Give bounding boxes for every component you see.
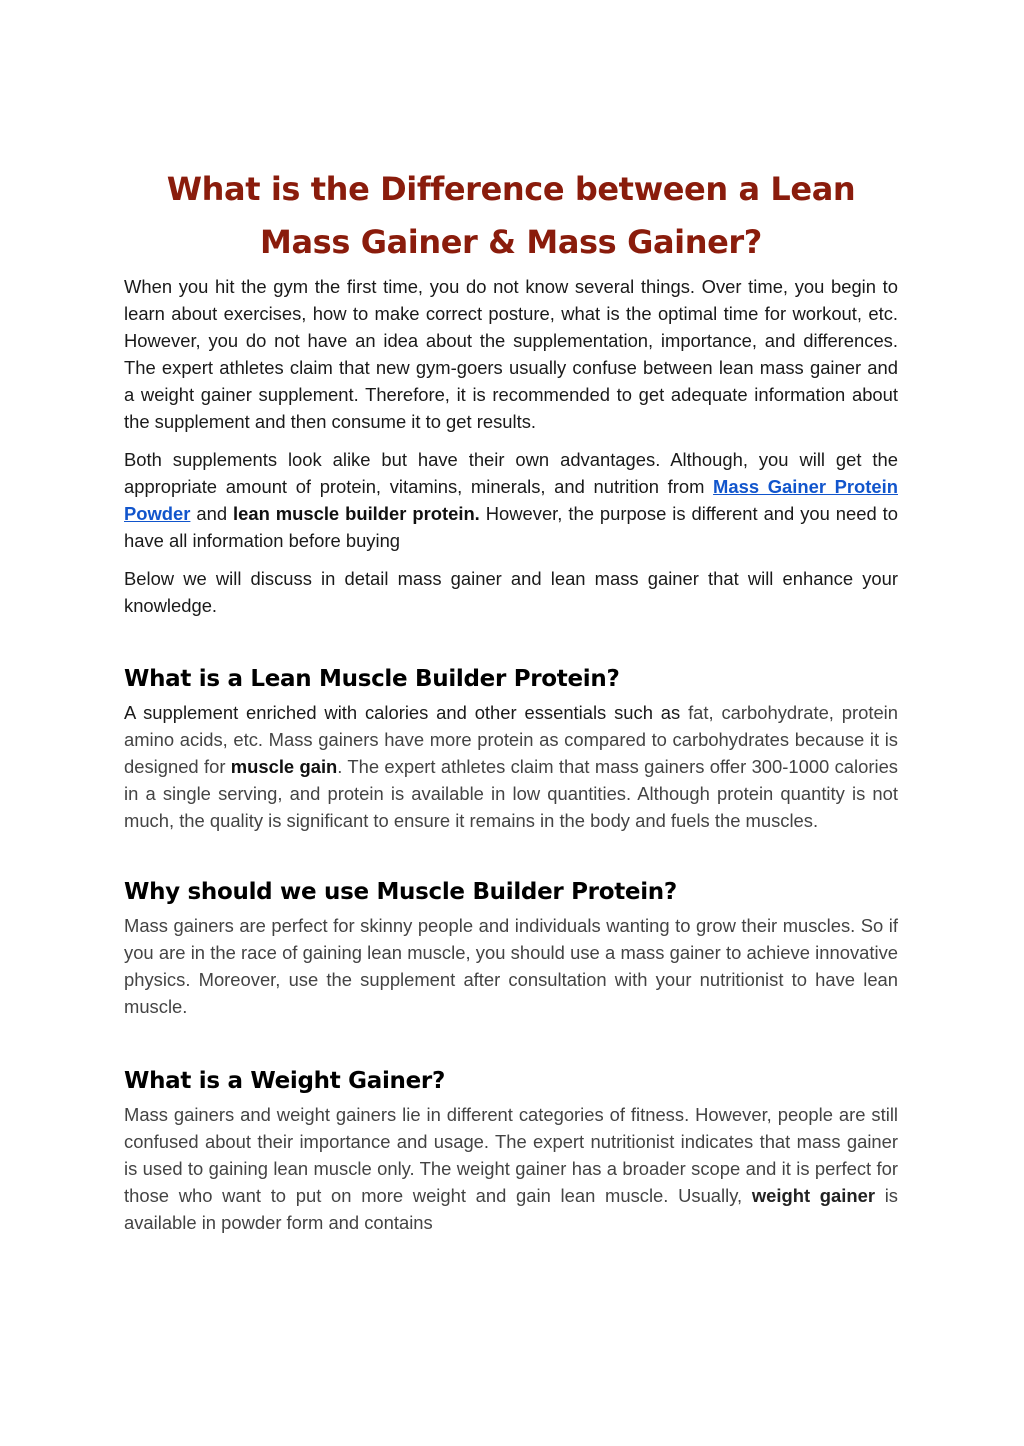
section1-text-start: fat, carbohydrate, protein amino acids, etc. Mass gainers have more protein as compared to carbohydrates because it is designed for (124, 702, 898, 777)
document-page (124, 163, 898, 1247)
intro-text-end: However, the purpose is different and you need to have all information before buying (124, 503, 899, 551)
mass-gainer-protein-powder-link[interactable]: Mass Gainer Protein Powder (124, 476, 898, 524)
section-weight-gainer-paragraph (124, 1101, 898, 1236)
section3-text-start: Mass gainers and weight gainers lie in different categories of fitness. However, people are still confused about their importance and usage. The expert nutritionist indicates that mass gainer is used to gaining lean muscle only. The weight gainer has a broader scope and it is perfect for those who want to put on more weight and gain lean muscle. Usually, (124, 1104, 898, 1206)
section-heading-lean-muscle: What is a Lean Muscle Builder Protein? (124, 666, 620, 692)
section-why-use-paragraph: Mass gainers are perfect for skinny people and individuals wanting to grow their muscles. So if you are in the race of gaining lean muscle, you should use a mass gainer to achieve innovative physics. Moreover, use the supplement after consultation with your nutritionist to have lean muscle. (124, 915, 898, 1017)
muscle-gain-bold: muscle gain (230, 756, 338, 777)
section-lean-muscle-paragraph (124, 699, 898, 834)
intro-paragraph-1: When you hit the gym the first time, you do not know several things. Over time, you begin to learn about exercises, how to make correct posture, what is the optimal time for workout, etc. However, you do not have an idea about the supplementation, importance, and differences. The expert athletes claim that new gym-goers usually confuse between lean mass gainer and a weight gainer supplement. Therefore, it is recommended to get adequate information about the supplement and then consume it to get results. (124, 276, 898, 432)
intro-paragraph-3: Below we will discuss in detail mass gainer and lean mass gainer that will enhance your knowledge. (124, 568, 898, 616)
section1-dark-text: A supplement enriched with calories and other essentials such as (124, 702, 681, 723)
section1-text-end: . The expert athletes claim that mass gainers offer 300-1000 calories in a single serving, and protein is available in low quantities. Although protein quantity is not much, the quality is significant to ensure it remains in the body and fuels the muscles. (124, 756, 898, 831)
lean-muscle-builder-bold: lean muscle builder protein. (233, 503, 480, 524)
section3-text-end: is available in powder form and contains (124, 1185, 898, 1233)
intro-text-start: Both supplements look alike but have their own advantages. Although, you will get the appropriate amount of protein, vitamins, minerals, and nutrition from (124, 449, 898, 497)
weight-gainer-bold: weight gainer (751, 1185, 875, 1206)
section-heading-weight-gainer: What is a Weight Gainer? (124, 1068, 445, 1094)
intro-paragraph-2 (124, 446, 898, 554)
page-title: What is the Difference between a Lean Mass Gainer & Mass Gainer? (166, 170, 856, 261)
section-heading-why-use: Why should we use Muscle Builder Protein? (124, 879, 677, 905)
intro-text-mid: and (190, 503, 234, 524)
